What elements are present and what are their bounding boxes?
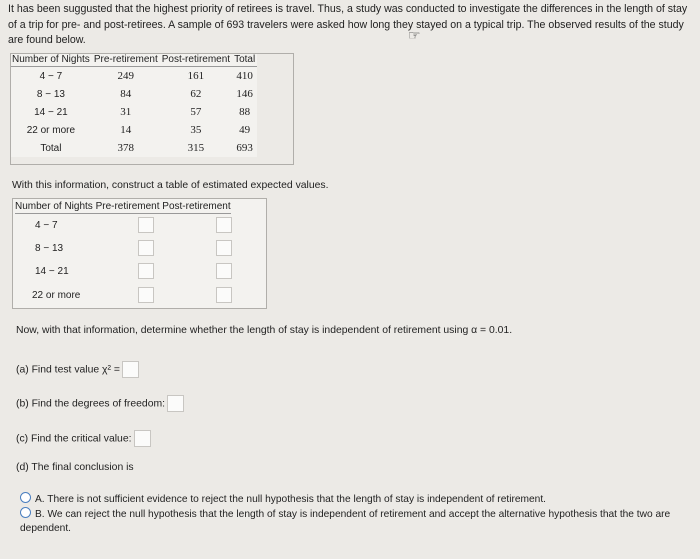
expected-pre-input[interactable] (138, 240, 154, 256)
critical-value-input[interactable] (134, 430, 151, 447)
expected-table-header: Number of Nights Pre-retirement Post-retirement (15, 201, 231, 212)
header-post: Post-retirement (161, 54, 231, 65)
radio-b[interactable] (20, 507, 31, 518)
problem-intro: It has been suggusted that the highest priority of retirees is travel. Thus, a study was conducted to investigate the differences in the length of stay of a trip for pre- and post-retirees. A sample of 693 travelers were asked how long they stayed on a typical trip. The observed results of the study are found below. (8, 3, 688, 46)
test-value-input[interactable] (122, 361, 139, 378)
observed-table (10, 53, 257, 157)
table-row: 4 − 7 249 161 410 (39, 70, 253, 82)
question-a (16, 361, 139, 378)
header-pre: Pre-retirement (93, 54, 158, 65)
expected-instruction: With this information, construct a table of estimated expected values. (12, 180, 329, 191)
expected-row-label: 8 − 13 (35, 243, 64, 254)
degrees-of-freedom-input[interactable] (167, 395, 184, 412)
expected-row-label: 4 − 7 (35, 220, 58, 231)
expected-pre-input[interactable] (138, 217, 154, 233)
option-a-label: A. There is not sufficient evidence to reject the null hypothesis that the length of stay is independent of retirement. (35, 494, 547, 505)
question-c (16, 430, 151, 447)
expected-pre-input[interactable] (138, 287, 154, 303)
table-row: 8 − 13 84 62 146 (36, 88, 253, 100)
expected-row-label: 22 or more (32, 290, 81, 301)
option-b-label: B. We can reject the null hypothesis that the length of stay is independent of retirement and accept the alternative hypothesis that the two are dependent. (20, 509, 671, 534)
question-d: (d) The final conclusion is (16, 462, 134, 473)
option-b[interactable] (20, 507, 685, 536)
expected-post-input[interactable] (216, 217, 232, 233)
option-a[interactable] (20, 492, 690, 507)
question-b-label: (b) Find the degrees of freedom: (16, 398, 166, 410)
expected-post-input[interactable] (216, 240, 232, 256)
hand-cursor-icon: ☞ (408, 27, 421, 43)
expected-post-input[interactable] (216, 263, 232, 279)
expected-pre-input[interactable] (138, 263, 154, 279)
table-row: Total 378 315 693 (40, 142, 253, 154)
radio-a[interactable] (20, 492, 31, 503)
expected-table (12, 198, 267, 309)
question-a-label: (a) Find test value χ² = (16, 364, 120, 376)
header-total: Total (234, 54, 256, 65)
expected-post-input[interactable] (216, 287, 232, 303)
independence-prompt: Now, with that information, determine whether the length of stay is independent of retirement using α = 0.01. (16, 325, 513, 336)
question-c-label: (c) Find the critical value: (16, 433, 132, 445)
expected-row-label: 14 − 21 (35, 266, 69, 277)
header-nights: Number of Nights (12, 54, 90, 65)
table-row: 14 − 21 31 57 88 (34, 106, 251, 118)
question-b (16, 395, 184, 412)
table-row: 22 or more 14 35 49 (26, 124, 251, 136)
